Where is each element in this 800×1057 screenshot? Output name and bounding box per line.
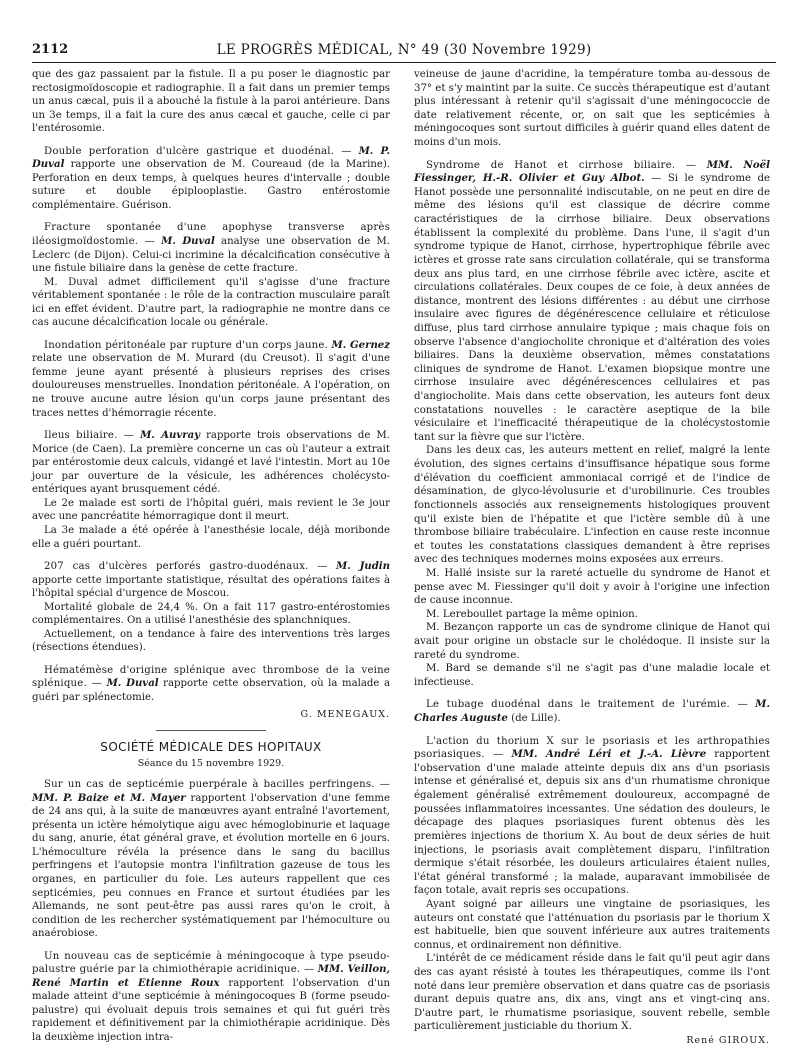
paragraph: M. Bezançon rapporte un cas de syndrome clinique de Hanot qui avait pour origine un obstacle sur le cholédoque. Il insiste sur la rareté du syndrome. [414,622,770,661]
article-body: rapportent l'observation d'un malade atteint d'une septicémie à méningocoques B (forme pseudo-palustre) qui évoluait depuis trois semaines et qui fut guéri très rapidement et définitivement par la chimiothérapie acridinique. Dès la deuxième injection intra- [32,977,390,1043]
paragraph: M. Lereboullet partage la même opinion. [426,608,638,620]
article-thorium-x [414,735,770,898]
section-title: 207 cas d'ulcères perforés gastro-duodénaux. — [44,561,328,573]
article-body: (de Lille). [507,713,561,725]
paragraph: L'intérêt de ce médicament réside dans le fait qu'il peut agir dans des cas ayant résisté à toutes les thérapeutiques, comme ils l'ont noté dans leur première observation et dans quatre cas de psoriasis durant depuis quatre ans, dix ans, vingt ans et vingt-cinq ans. D'autre part, le rhumatisme psoriasique, souvent rebelle, semble particulièrement justiciable du thorium X. [414,953,770,1033]
paragraph: La 3e malade a été opérée à l'anesthésie locale, déjà moribonde elle a guéri pourtant. [32,524,390,550]
article-tubage-duodenal [414,698,770,725]
seance-date: Séance du 15 novembre 1929. [137,757,285,769]
paragraph: Actuellement, on a tendance à faire des interventions très larges (résections étendues). [32,628,390,654]
paragraph: Ayant soigné par ailleurs une vingtaine de psoriasiques, les auteurs ont constaté que l'atténuation du psoriasis par le thorium X est habituelle, bien que souvent inférieure aux autres traitements connus, et ordinairement non définitive. [414,898,770,951]
section-title: Ileus biliaire. — [44,430,135,442]
author: M. Charles Auguste [414,698,770,725]
paragraph: M. Duval admet difficilement qu'il s'agisse d'une fracture véritablement spontanée : le rôle de la contraction musculaire paraît ici en effet évident. D'autre part, la radiographie ne montre dans ce cas aucune décalcification locale ou générale. [32,276,390,329]
paragraph: M. Hallé insiste sur la rareté actuelle du syndrome de Hanot et pense avec M. Fiessinger qu'il doit y avoir à l'origine une infection de cause inconnue. [414,567,770,607]
article-body: rapporte trois observations de M. Morice (de Caen). La première concerne un cas où l'auteur a extrait par entérostomie deux calculs, vidangé et lavé l'intestin. Mort au 10e jour par ouverture de la vésicule, les adhérences cholécysto-entériques ayant brusquement cédé. [32,430,390,496]
article-hematemese [32,664,390,705]
article-body: rapportent l'observation d'une femme de 24 ans qui, à la suite de manœuvres ayant entraîné l'avortement, présenta un ictère hémolytique aigu avec hémoglobinurie et laquage du sang, anurie, état général grave, et évolution mortelle en 6 jours. L'hémoculture révéla la présence dans le sang du bacillus perfringens et l'autopsie montra l'infiltration gazeuse de tous les organes, en particulier du foie. Les auteurs rappellent que ces septicémies, peu connues en France et surtout étudiées par les Allemands, ne sont peut-être pas aussi rares qu'on le croit, à condition de les rechercher systématiquement par l'hémoculture ou anaérobiose. [32,792,390,940]
article-body: — Si le syndrome de Hanot possède une personnalité indiscutable, on ne peut en dire de même des lésions qu'il est classique de décrire comme caractéristiques de la cirrhose biliaire. Deux observations établissent la complexité du problème. Dans l'une, il s'agit d'un syndrome typique de Hanot, cirrhose, hypertrophique fébrile avec ictères et grosse rate sans circulation collatérale, qui se transforma deux ans plus tard, en une cirrhose fébrile avec ictère, ascite et circulations collatérales. Deux coupes de ce foie, à deux années de distance, montrent des lésions différentes : au début une cirrhose insulaire avec figures de dégénérescence cellulaire et réticulose diffuse, plus tard cirrhose annulaire typique ; mais chaque fois on observe l'absence d'angiocholite chronique et d'altération des voies biliaires. Dans la deuxième observation, mêmes constatations cliniques de syndrome de Hanot. L'examen biopsique montre une cirrhose insulaire avec dégénérescences cellulaires et pas d'angiocholite. Mais dans cette observation, les auteurs font deux constatations nouvelles : le caractère aseptique de la bile vésiculaire et l'inefficacité thérapeutique de la cholécystostomie tant sur la fièvre que sur l'ictère. [414,173,771,443]
article-body: rapporte cette observation, où la malade a guéri par splénectomie. [32,678,391,703]
article-body: apporte cette importante statistique, résultat des opérations faites à l'hôpital spécial d'urgence de Moscou. [32,574,390,600]
right-column [414,68,770,1048]
section-title: Double perforation d'ulcère gastrique et duodénal. — [44,145,352,157]
section-title: Sur un cas de septicémie puerpérale à bacilles perfringens. — [44,779,390,791]
author: M. Duval [106,677,159,690]
author: MM. Noël Fiessinger, H.-R. Olivier et Guy Albot. [414,158,771,185]
page-number: 2112 [32,42,69,57]
section-title: Inondation péritonéale par rupture d'un corps jaune. [44,339,329,351]
article-body: relate une observation de M. Murard (du Creusot). Il s'agit d'une femme jeune ayant présenté à plusieurs reprises des crises douloureuses menstruelles. Inondation péritonéale. A l'opération, on ne trouve aucune autre lésion qu'un corps jaune présentant des traces nettes d'hémorragie récente. [32,353,390,419]
left-column [32,68,390,1045]
article-fracture [32,221,390,275]
author: MM. Veillon, René Martin et Etienne Roux [32,963,391,989]
article-body: rapporte une observation de M. Coureaud (de la Marine). Perforation en deux temps, à quelques heures d'intervalle ; double suture et double épiplooplastie. Gastro entérostomie complémentaire. Guérison. [32,159,390,211]
society-heading: SOCIÉTÉ MÉDICALE DES HOPITAUX [100,740,322,755]
article-ileus [32,429,390,497]
page-header [32,42,776,62]
paragraph: Mortalité globale de 24,4 %. On a fait 117 gastro-entérostomies complémentaires. On a utilisé l'anesthésie des splanchniques. [32,601,390,627]
signature-giroux: René GIROUX. [686,1035,770,1047]
article-207-cas [32,560,390,601]
author: M. P. Duval [32,144,391,171]
paragraph: Dans les deux cas, les auteurs mettent en relief, malgré la lente évolution, des signes certains d'insuffisance hépatique sous forme d'élévation du coefficient ammoniacal corrigé et de l'indice de désamination, de glyco-lévolusurie et d'urobilinurie. Ces troubles fonctionnels associés aux renseignements histologiques prouvent qu'il existe bien de l'hépatite et que l'ictère semble dû à une thrombose biliaire trabéculaire. L'infection en cause reste inconnue et toutes les constatations classiques demandent à être reprises avec des techniques modernes moins exposées aux erreurs. [414,445,770,566]
paragraph: Le 2e malade est sorti de l'hôpital guéri, mais revient le 3e jour avec une pancréatite hémorragique dont il meurt. [32,497,390,523]
article-septicemie-meningocoque [32,950,390,1045]
author: MM. André Léri et J.-A. Lièvre [511,748,707,761]
left-intro: que des gaz passaient par la fistule. Il a pu poser le diagnostic par rectosigmoïdoscopie et radiographie. Il a fait dans un premier temps un anus cæcal, puis il a abouché la fistule à la paroi antérieure. Dans un 3e temps, il a fait la cure des anus cæcal et gauche, celle ci par l'entérosomie. [32,69,390,135]
section-title: Le tubage duodénal dans le traitement de l'urémie. — [426,699,748,711]
article-body: rapportent l'observation d'une malade atteinte depuis dix ans d'un psoriasis intense et généralisé et, depuis six ans d'un rhumatisme chronique également généralisé extrêmement douloureux, accompagné de poussées inflammatoires incessantes. Une sédation des douleurs, le décapage des plaques psoriasiques furent obtenus dès les premières injections de thorium X. Au bout de deux séries de huit injections, le psoriasis avait complètement disparu, l'infiltration dermique s'était résorbée, les douleurs articulaires étaient nulles, l'état général transformé ; la malade, auparavant immobilisée de façon totale, avait repris ses occupations. [414,749,770,897]
article-body: analyse une observation de M. Leclerc (de Dijon). Celui-ci incrimine la décalcification consécutive à une fistule biliaire dans la genèse de cette fracture. [32,236,390,275]
section-title: L'action du thorium X sur le psoriasis et les arthropathies psoriasiques. — [414,735,770,761]
section-title: Syndrome de Hanot et cirrhose biliaire. — [426,159,697,171]
section-title: Hématémèse d'origine splénique avec thrombose de la veine splénique. — [32,664,390,690]
right-intro: veineuse de jaune d'acridine, la température tomba au-dessous de 37° et s'y maintint par la suite. Ce succès thérapeutique est d'autant plus intéressant à retenir qu'il s'agissait d'une méningococcie de date relativement récente, or, on sait que les septicémies à méningocoques sont surtout difficiles à guérir quand elles datent de moins d'un mois. [414,69,770,149]
article-double-perforation [32,145,390,213]
section-divider [156,730,266,731]
header-rule [32,62,776,63]
section-title: Un nouveau cas de septicémie à méningocoque à type pseudo-palustre guérie par la chimiothérapie acridinique. — [32,950,390,976]
author: MM. P. Baize et M. Mayer [32,791,186,804]
article-inondation [32,339,390,420]
journal-title: LE PROGRÈS MÉDICAL, N° 49 (30 Novembre 1929) [216,42,592,58]
article-septicemie-puerperale [32,778,390,941]
section-title: Fracture spontanée d'une apophyse transverse après iléosigmoïdostomie. — [32,222,390,248]
paragraph: M. Bard se demande s'il ne s'agit pas d'une maladie locale et infectieuse. [414,663,770,688]
author: M. Judin [336,560,391,573]
article-syndrome-hanot [414,159,770,445]
author: M. Duval [161,235,215,248]
author: M. Gernez [331,338,390,351]
signature-menegaux: G. MENEGAUX. [300,708,390,720]
author: M. Auvray [140,429,201,442]
